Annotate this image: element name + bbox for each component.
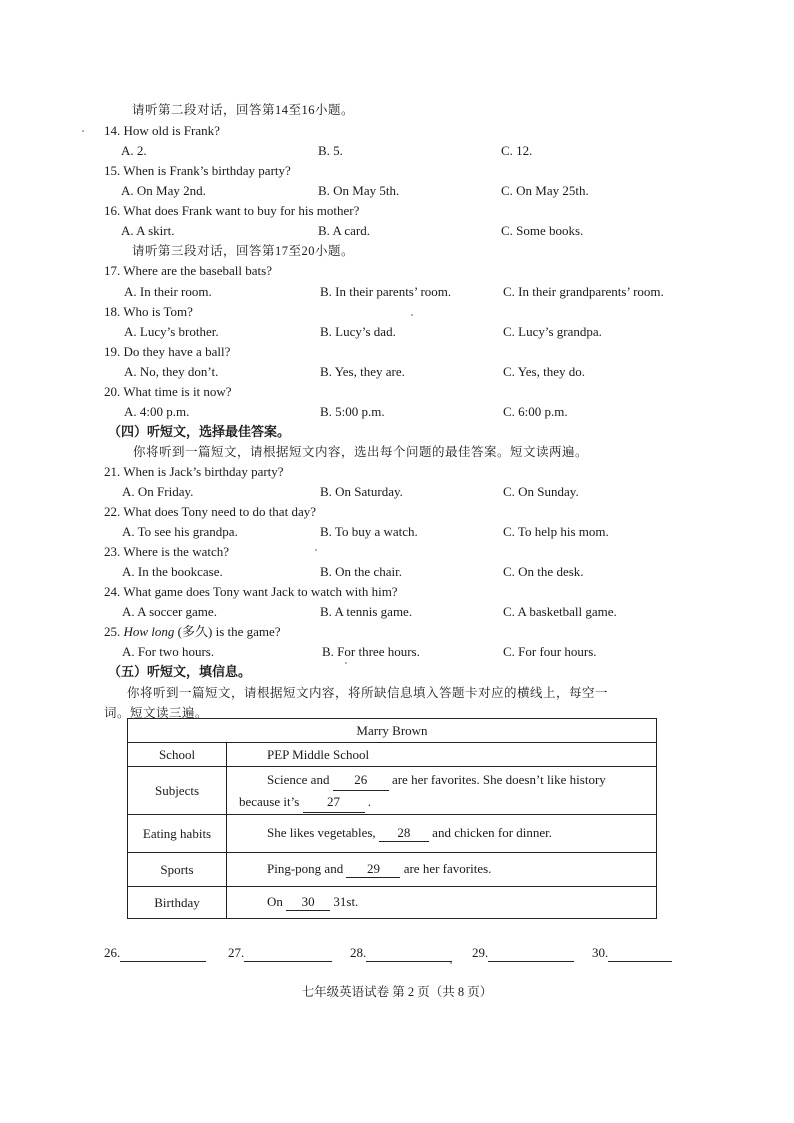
q16-option-b: B. A card. bbox=[318, 223, 370, 238]
page-footer: 七年级英语试卷 第 2 页（共 8 页） bbox=[301, 985, 493, 999]
birthday-value bbox=[227, 887, 657, 919]
info-table bbox=[127, 718, 657, 919]
answer-29 bbox=[472, 944, 574, 962]
q20-option-c: C. 6:00 p.m. bbox=[503, 404, 568, 419]
q20-option-b: B. 5:00 p.m. bbox=[320, 404, 385, 419]
answer-27 bbox=[228, 944, 332, 962]
table-row-birthday bbox=[128, 887, 657, 919]
scan-speck bbox=[450, 962, 452, 964]
q21-option-a: A. On Friday. bbox=[122, 484, 194, 499]
answer-29-line[interactable] bbox=[488, 947, 574, 962]
q19-option-b: B. Yes, they are. bbox=[320, 364, 405, 379]
blank-27: 27 bbox=[303, 791, 365, 813]
answer-26 bbox=[104, 944, 206, 962]
table-row-sports bbox=[128, 853, 657, 887]
eating-value bbox=[227, 815, 657, 853]
answer-29-label: 29. bbox=[472, 945, 489, 960]
scan-speck bbox=[411, 314, 413, 316]
subjects-label: Subjects bbox=[128, 767, 227, 815]
q23-option-a: A. In the bookcase. bbox=[122, 564, 223, 579]
q22-option-b: B. To buy a watch. bbox=[320, 524, 418, 539]
question-14: 14. How old is Frank? bbox=[104, 123, 220, 138]
question-15: 15. When is Frank’s birthday party? bbox=[104, 163, 291, 178]
q21-option-c: C. On Sunday. bbox=[503, 484, 579, 499]
answer-26-label: 26. bbox=[104, 945, 121, 960]
blank-30: 30 bbox=[286, 894, 330, 911]
question-23: 23. Where is the watch? bbox=[104, 544, 230, 559]
table-header-row bbox=[128, 719, 657, 743]
eating-text-1: She likes vegetables, bbox=[267, 825, 379, 840]
answer-27-label: 27. bbox=[228, 945, 245, 960]
answer-28 bbox=[350, 944, 452, 962]
q20-option-a: A. 4:00 p.m. bbox=[124, 404, 190, 419]
blank-26: 26 bbox=[333, 769, 389, 791]
subjects-text-1: Science and bbox=[267, 771, 333, 787]
section-5-title: （五）听短文，填信息。 bbox=[108, 664, 252, 679]
answer-28-line[interactable] bbox=[366, 947, 452, 962]
section-5-instruction-line-1: 你将听到一篇短文，请根据短文内容，将所缺信息填入答题卡对应的横线上，每空一 bbox=[127, 686, 609, 700]
question-25-italic: How long bbox=[123, 624, 175, 639]
birthday-text-2: 31st. bbox=[330, 894, 359, 909]
question-19: 19. Do they have a ball? bbox=[104, 344, 231, 359]
q18-option-a: A. Lucy’s brother. bbox=[124, 324, 219, 339]
answer-28-label: 28. bbox=[350, 945, 367, 960]
birthday-text-1: On bbox=[267, 894, 287, 909]
table-row-subjects bbox=[128, 767, 657, 815]
q17-option-b: B. In their parents’ room. bbox=[320, 284, 452, 299]
subjects-value bbox=[227, 767, 657, 815]
subjects-text-4: . bbox=[364, 793, 372, 809]
q18-option-c: C. Lucy’s grandpa. bbox=[503, 324, 602, 339]
q16-option-a: A. A skirt. bbox=[121, 223, 175, 238]
section-4-title: （四）听短文，选择最佳答案。 bbox=[108, 424, 291, 439]
question-25-rest: (多久) is the game? bbox=[174, 624, 281, 639]
question-21: 21. When is Jack’s birthday party? bbox=[104, 464, 284, 479]
q23-option-c: C. On the desk. bbox=[503, 564, 584, 579]
table-row-school bbox=[128, 743, 657, 767]
q15-option-b: B. On May 5th. bbox=[318, 183, 400, 198]
q19-option-c: C. Yes, they do. bbox=[503, 364, 585, 379]
q25-option-c: C. For four hours. bbox=[503, 644, 597, 659]
instruction-dialog-2: 请听第二段对话，回答第14至16小题。 bbox=[132, 103, 355, 117]
q24-option-c: C. A basketball game. bbox=[503, 604, 617, 619]
q14-option-c: C. 12. bbox=[501, 143, 533, 158]
question-22: 22. What does Tony need to do that day? bbox=[104, 504, 316, 519]
table-header: Marry Brown bbox=[128, 719, 657, 743]
blank-28: 28 bbox=[379, 825, 429, 842]
answer-26-line[interactable] bbox=[120, 947, 206, 962]
scan-speck bbox=[345, 662, 347, 664]
q24-option-b: B. A tennis game. bbox=[320, 604, 413, 619]
school-value: PEP Middle School bbox=[227, 743, 657, 767]
sports-label: Sports bbox=[128, 853, 227, 887]
question-25-number: 25. bbox=[104, 624, 124, 639]
question-17: 17. Where are the baseball bats? bbox=[104, 263, 272, 278]
school-label: School bbox=[128, 743, 227, 767]
subjects-text-2: are her favorites. She doesn’t like history bbox=[388, 771, 606, 787]
q19-option-a: A. No, they don’t. bbox=[124, 364, 219, 379]
q15-option-a: A. On May 2nd. bbox=[121, 183, 206, 198]
instruction-dialog-3: 请听第三段对话，回答第17至20小题。 bbox=[132, 244, 355, 258]
q21-option-b: B. On Saturday. bbox=[320, 484, 403, 499]
section-5-instruction-line-2: 词。短文读三遍。 bbox=[104, 706, 209, 720]
q25-option-a: A. For two hours. bbox=[122, 644, 215, 659]
q23-option-b: B. On the chair. bbox=[320, 564, 402, 579]
sports-text-2: are her favorites. bbox=[400, 861, 492, 876]
q16-option-c: C. Some books. bbox=[501, 223, 584, 238]
scan-speck bbox=[315, 549, 317, 551]
q18-option-b: B. Lucy’s dad. bbox=[320, 324, 396, 339]
birthday-label: Birthday bbox=[128, 887, 227, 919]
question-24: 24. What game does Tony want Jack to watch with him? bbox=[104, 584, 398, 599]
answer-30 bbox=[592, 944, 672, 962]
section-4-instruction: 你将听到一篇短文，请根据短文内容，选出每个问题的最佳答案。短文读两遍。 bbox=[133, 445, 589, 459]
q15-option-c: C. On May 25th. bbox=[501, 183, 589, 198]
q22-option-a: A. To see his grandpa. bbox=[122, 524, 238, 539]
question-20: 20. What time is it now? bbox=[104, 384, 232, 399]
answer-27-line[interactable] bbox=[244, 947, 332, 962]
answer-30-line[interactable] bbox=[608, 947, 672, 962]
scan-speck bbox=[82, 130, 84, 132]
question-25 bbox=[104, 623, 281, 641]
eating-text-2: and chicken for dinner. bbox=[428, 825, 553, 840]
blank-29: 29 bbox=[346, 861, 400, 878]
sports-text-1: Ping-pong and bbox=[267, 861, 347, 876]
q14-option-b: B. 5. bbox=[318, 143, 343, 158]
question-18: 18. Who is Tom? bbox=[104, 304, 193, 319]
question-16: 16. What does Frank want to buy for his mother? bbox=[104, 203, 360, 218]
subjects-text-3: because it’s bbox=[239, 793, 303, 809]
answer-30-label: 30. bbox=[592, 945, 609, 960]
q24-option-a: A. A soccer game. bbox=[122, 604, 217, 619]
table-row-eating bbox=[128, 815, 657, 853]
q25-option-b: B. For three hours. bbox=[322, 644, 420, 659]
sports-value bbox=[227, 853, 657, 887]
q17-option-c: C. In their grandparents’ room. bbox=[503, 284, 664, 299]
q22-option-c: C. To help his mom. bbox=[503, 524, 609, 539]
q17-option-a: A. In their room. bbox=[124, 284, 212, 299]
q14-option-a: A. 2. bbox=[121, 143, 147, 158]
eating-label: Eating habits bbox=[128, 815, 227, 853]
